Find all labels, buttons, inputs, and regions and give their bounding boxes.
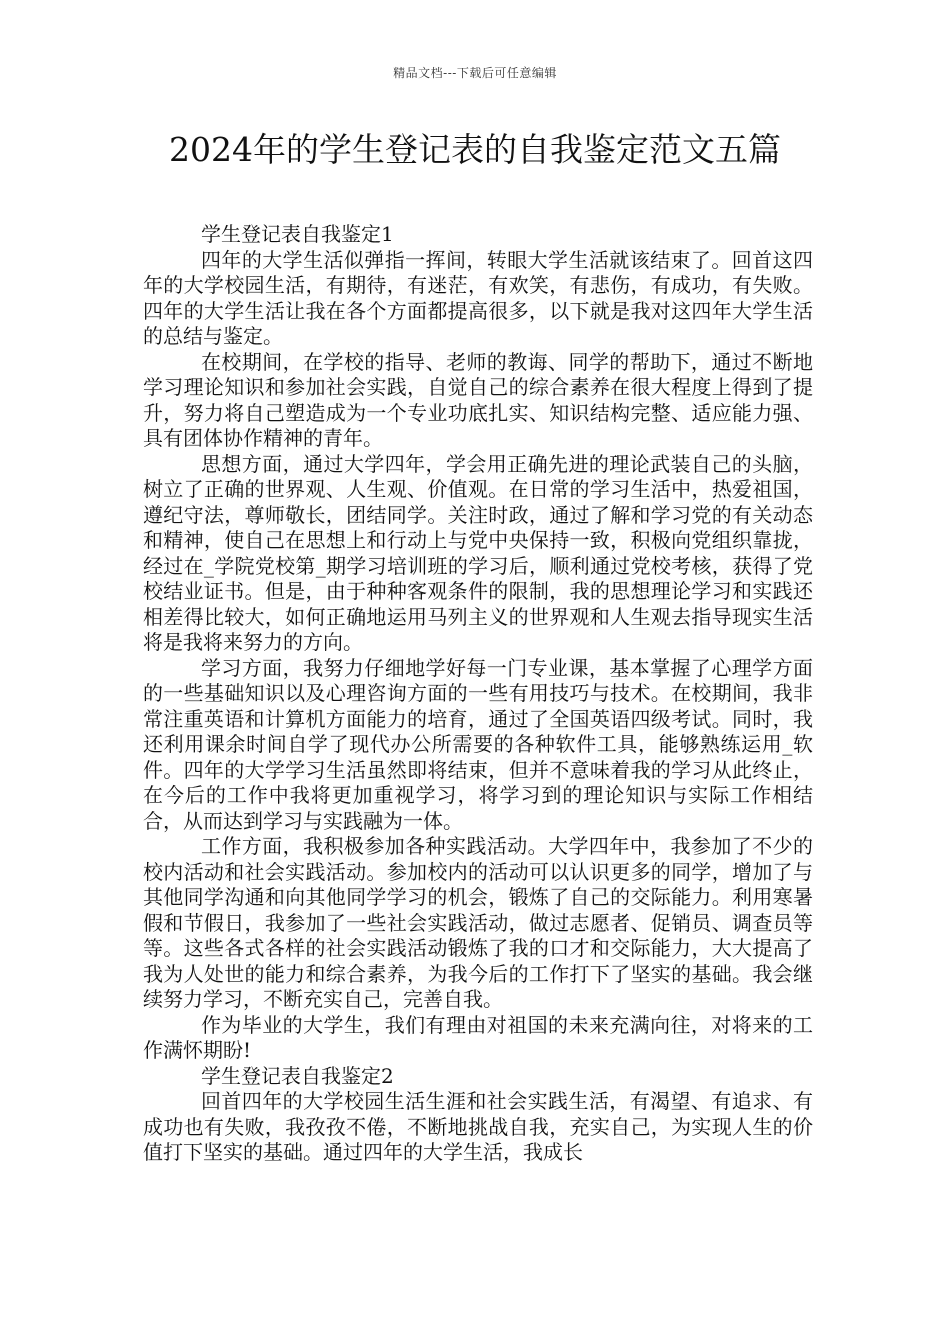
- section-heading-1: 学生登记表自我鉴定1: [201, 222, 394, 246]
- document-title: 2024年的学生登记表的自我鉴定范文五篇: [169, 130, 781, 169]
- paragraph: 学习方面，我努力仔细地学好每一门专业课，基本掌握了心理学方面的一些基础知识以及心理咨询方面的一些有用技巧与技术。在校期间，我非常注重英语和计算机方面能力的培育，通过了全国英语四级考试。同时，我还利用课余时间自学了现代办公所需要的各种软件工具，能够熟练运用_软件。四年的大学学习生活虽然即将结束，但并不意味着我的学习从此终止，在今后的工作中我将更加重视学习，将学习到的理论知识与实际工作相结合，从而达到学习与实践融为一体。: [143, 655, 813, 833]
- paragraph: 回首四年的大学校园生活生涯和社会实践生活，有渴望、有追求、有成功也有失败，我孜孜不倦，不断地挑战自我，充实自己，为实现人生的价值打下坚实的基础。通过四年的大学生活，我成长: [143, 1089, 813, 1164]
- document-body: [143, 222, 813, 1166]
- header-note: 精品文档---下载后可任意编辑: [393, 66, 557, 80]
- section-heading-2: 学生登记表自我鉴定2: [201, 1063, 394, 1088]
- paragraph: 工作方面，我积极参加各种实践活动。大学四年中，我参加了不少的校内活动和社会实践活动。参加校内的活动可以认识更多的同学，增加了与其他同学沟通和向其他同学学习的机会，锻炼了自己的交际能力。利用寒暑假和节假日，我参加了一些社会实践活动，做过志愿者、促销员、调查员等等。这些各式各样的社会实践活动锻炼了我的口才和交际能力，大大提高了我为人处世的能力和综合素养，为我今后的工作打下了坚实的基础。我会继续努力学习，不断充实自己，完善自我。: [143, 834, 813, 1011]
- paragraph: 思想方面，通过大学四年，学会用正确先进的理论武装自己的头脑，树立了正确的世界观、人生观、价值观。在日常的学习生活中，热爱祖国，遵纪守法，尊师敬长，团结同学。关注时政，通过了解和学习党的有关动态和精神，使自己在思想上和行动上与党中央保持一致，积极向党组织靠拢，经过在_学院党校第_期学习培训班的学习后，顺利通过党校考核，获得了党校结业证书。但是，由于种种客观条件的限制，我的思想理论学习和实践还相差得比较大，如何正确地运用马列主义的世界观和人生观去指导现实生活将是我将来努力的方向。: [143, 451, 813, 654]
- paragraph: 在校期间，在学校的指导、老师的教诲、同学的帮助下，通过不断地学习理论知识和参加社会实践，自觉自己的综合素养在很大程度上得到了提升，努力将自己塑造成为一个专业功底扎实、知识结构完整、适应能力强、具有团体协作精神的青年。: [143, 349, 813, 450]
- paragraph: 四年的大学生活似弹指一挥间，转眼大学生活就该结束了。回首这四年的大学校园生活，有期待，有迷茫，有欢笑，有悲伤，有成功，有失败。四年的大学生活让我在各个方面都提高很多，以下就是我对这四年大学生活的总结与鉴定。: [143, 247, 813, 348]
- paragraph: 作为毕业的大学生，我们有理由对祖国的未来充满向往，对将来的工作满怀期盼!: [143, 1012, 813, 1062]
